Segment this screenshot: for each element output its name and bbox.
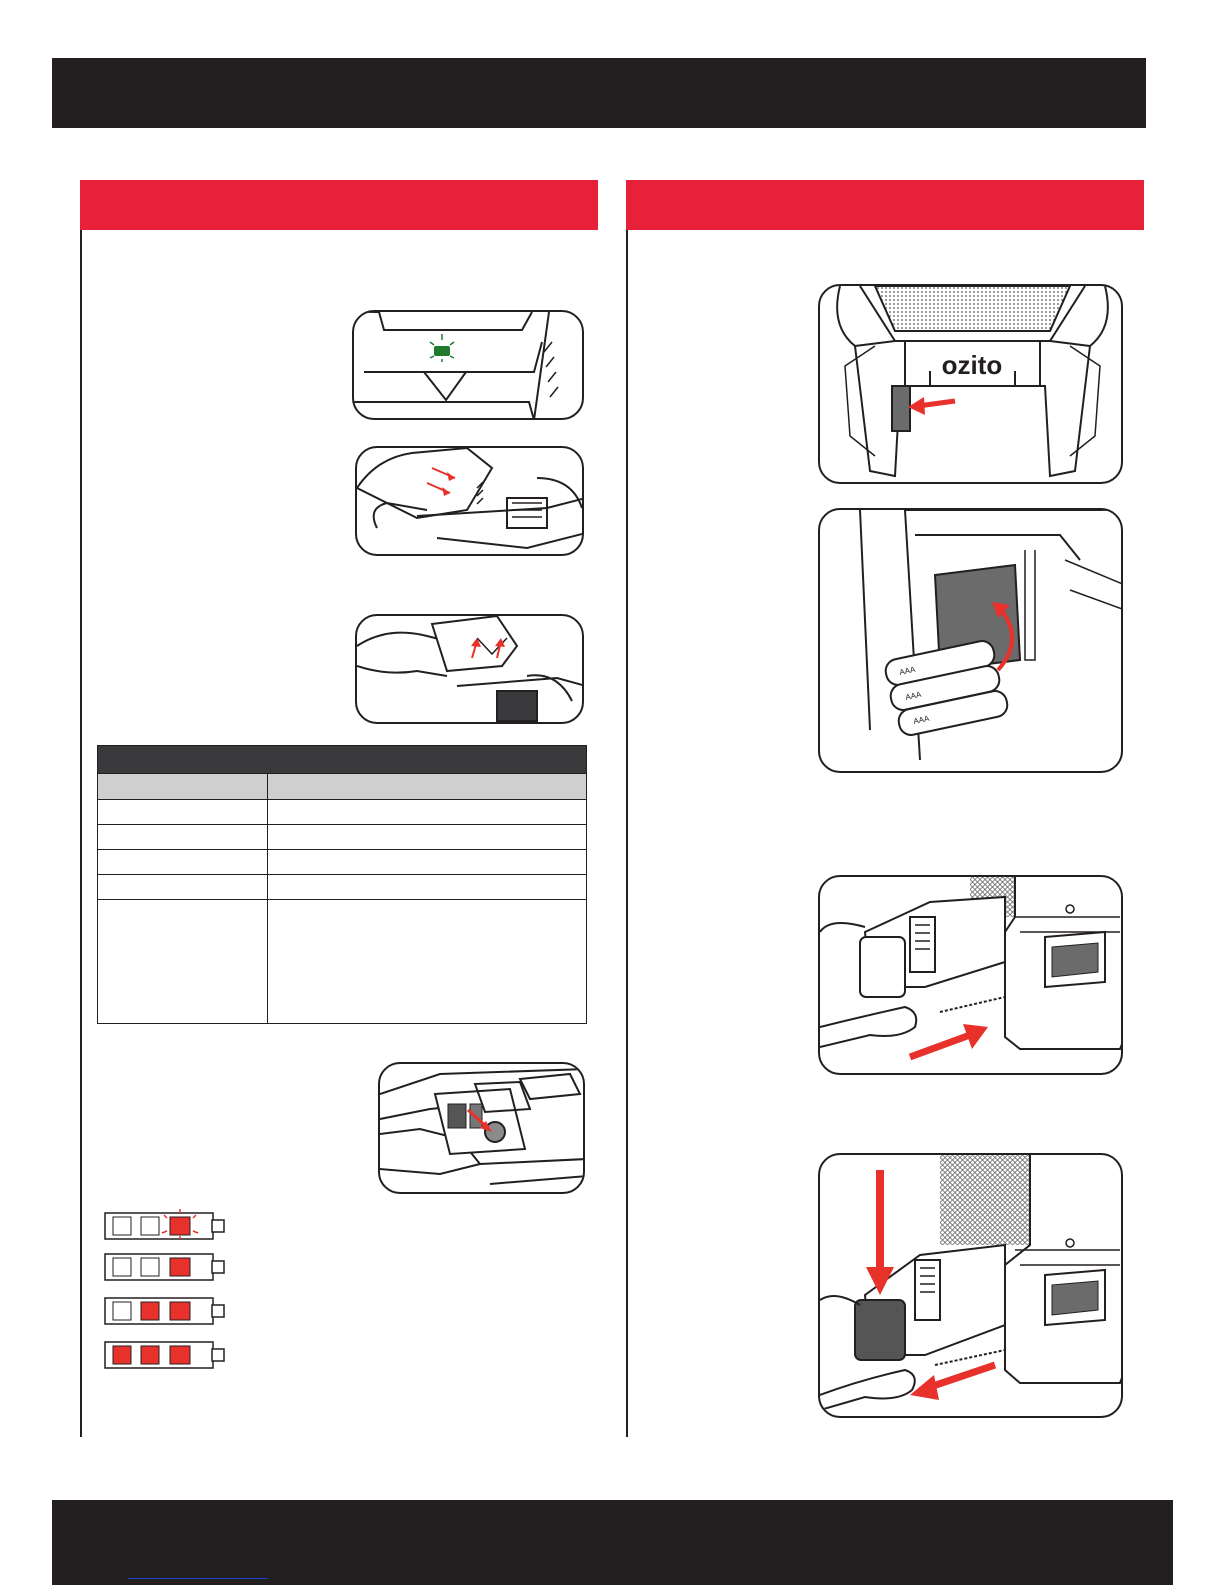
- page-header-bar: [52, 58, 1146, 128]
- table-cell: [98, 875, 268, 900]
- charge-gauge-low: [104, 1250, 226, 1282]
- table-row: [98, 850, 587, 875]
- green-indicator-light-icon: [430, 334, 454, 362]
- battery-remove-illustration: [355, 446, 584, 556]
- charge-check-button-illustration: [378, 1062, 585, 1194]
- specification-table: [97, 745, 587, 1024]
- table-cell: [98, 825, 268, 850]
- table-row: [98, 900, 587, 1024]
- charge-gauge-medium: [104, 1294, 226, 1326]
- red-arrow-icon: [908, 397, 955, 415]
- brand-logo: ozito: [941, 350, 1003, 380]
- charge-gauge-full: [104, 1338, 226, 1370]
- table-row: [98, 825, 587, 850]
- left-column-rule: [80, 230, 82, 1437]
- red-arrow-icon: [910, 1024, 988, 1057]
- table-cell: [268, 800, 587, 825]
- battery-pack-remove-illustration: [818, 1153, 1123, 1418]
- table-cell: [98, 800, 268, 825]
- table-cell: [268, 850, 587, 875]
- table-cell: [268, 875, 587, 900]
- svg-text:AAA: AAA: [898, 664, 917, 677]
- table-cell: [268, 900, 587, 1024]
- footer-link-underline: [128, 1578, 268, 1579]
- table-row: [98, 800, 587, 825]
- battery-indicator-illustration: [352, 310, 584, 420]
- page-footer-bar: [52, 1500, 1173, 1585]
- svg-text:AAA: AAA: [904, 689, 923, 702]
- table-column-header: [268, 774, 587, 800]
- table-column-header-row: [98, 774, 587, 800]
- section-header-right: [626, 180, 1144, 230]
- table-cell: [268, 825, 587, 850]
- remote-compartment-illustration: [818, 284, 1123, 484]
- table-header-row: [98, 746, 587, 774]
- table-column-header: [98, 774, 268, 800]
- battery-insert-illustration: [355, 614, 584, 724]
- battery-pack-insert-illustration: [818, 875, 1123, 1075]
- aaa-battery-install-illustration: [818, 508, 1123, 773]
- table-cell: [98, 900, 268, 1024]
- table-row: [98, 875, 587, 900]
- right-column-rule: [626, 230, 628, 1437]
- table-cell: [98, 850, 268, 875]
- section-header-left: [80, 180, 598, 230]
- svg-text:AAA: AAA: [912, 713, 931, 726]
- table-header: [98, 746, 587, 774]
- charge-gauge-flashing: [104, 1209, 226, 1241]
